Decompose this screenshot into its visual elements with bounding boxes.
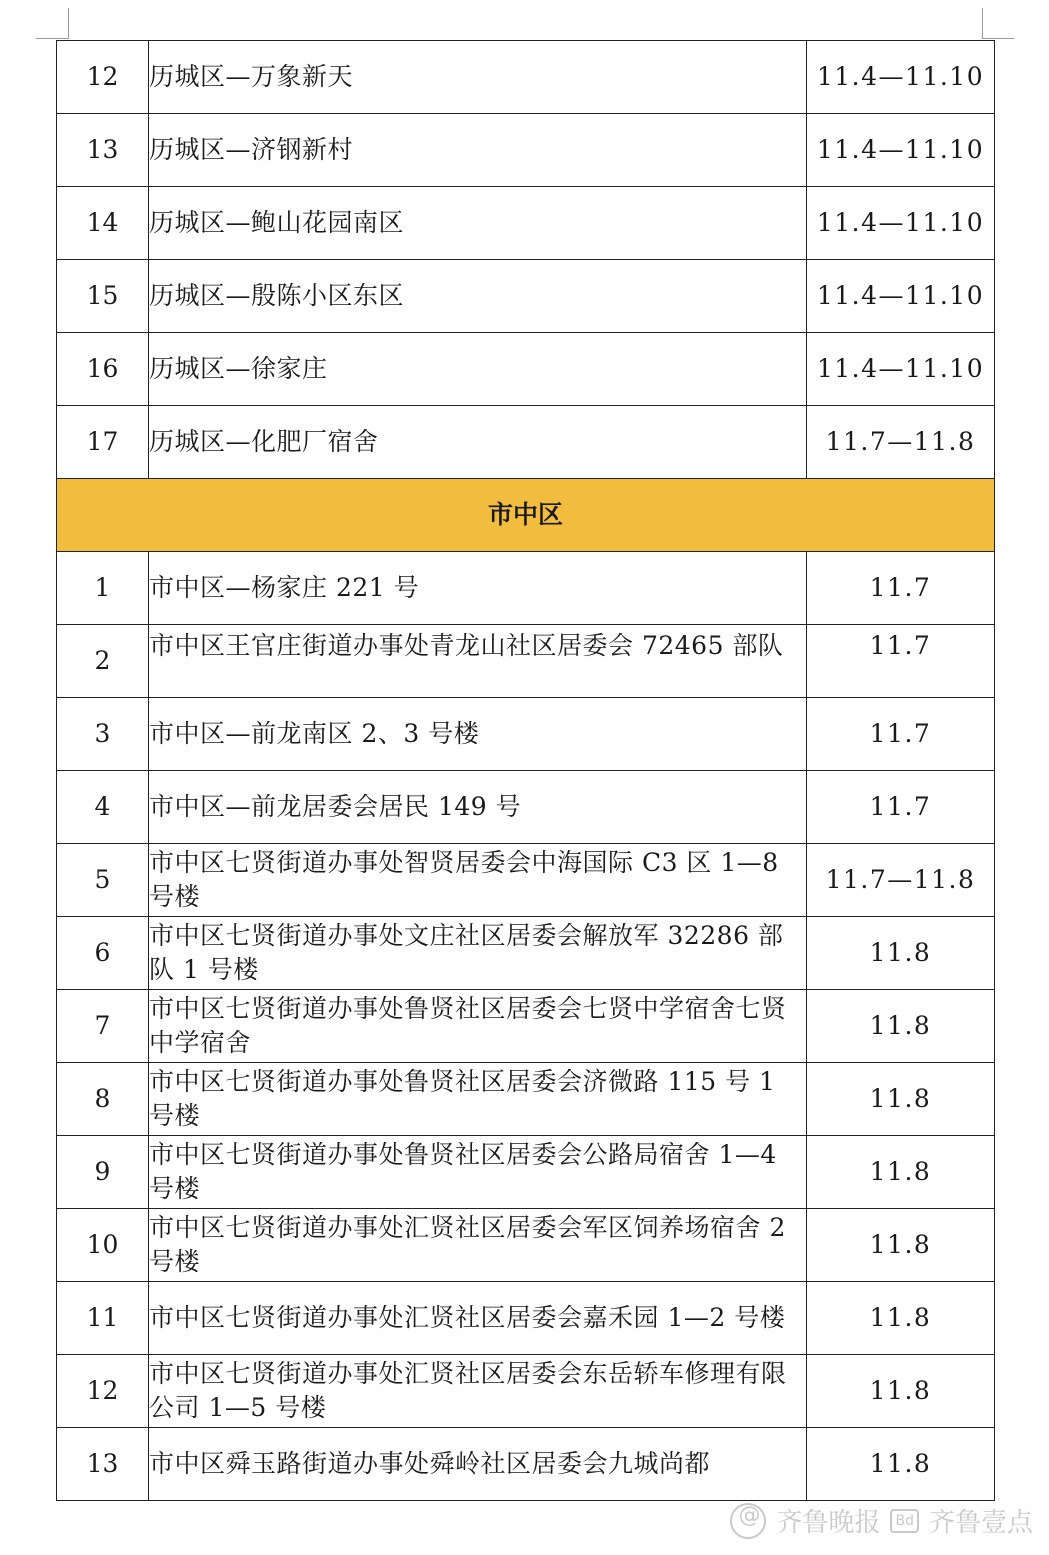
date-cell: 11.4—11.10 [807,41,995,114]
date-cell: 11.4—11.10 [807,260,995,333]
table-row [57,333,995,406]
date-cell: 11.8 [807,990,995,1063]
row-number: 12 [57,41,149,114]
crop-mark [982,38,1014,39]
section-title: 市中区 [57,479,995,552]
row-number: 3 [57,698,149,771]
location-cell: 市中区—杨家庄 221 号 [149,552,807,625]
location-cell: 市中区舜玉路街道办事处舜岭社区居委会九城尚都 [149,1428,807,1501]
watermark-source: 齐鲁晚报 [776,1508,881,1538]
district-section-header [57,479,995,552]
publisher-logo-icon [730,1503,766,1539]
location-cell: 市中区七贤街道办事处鲁贤社区居委会济微路 115 号 1 号楼 [149,1063,807,1136]
row-number: 16 [57,333,149,406]
location-cell: 市中区—前龙居委会居民 149 号 [149,771,807,844]
row-number: 5 [57,844,149,917]
row-number: 6 [57,917,149,990]
table-row [57,990,995,1063]
table-row [57,844,995,917]
location-cell: 历城区—殷陈小区东区 [149,260,807,333]
watermark-badge: Bd [890,1509,919,1533]
date-cell: 11.4—11.10 [807,333,995,406]
row-number: 17 [57,406,149,479]
table-row [57,552,995,625]
location-cell: 市中区七贤街道办事处智贤居委会中海国际 C3 区 1—8 号楼 [149,844,807,917]
table-row [57,771,995,844]
table-row [57,406,995,479]
table-row [57,1136,995,1209]
location-cell: 市中区七贤街道办事处文庄社区居委会解放军 32286 部队 1 号楼 [149,917,807,990]
date-cell: 11.7 [807,698,995,771]
table-row [57,625,995,698]
date-cell: 11.4—11.10 [807,114,995,187]
table-row [57,187,995,260]
row-number: 9 [57,1136,149,1209]
crop-mark [982,8,983,38]
row-number: 4 [57,771,149,844]
location-cell: 历城区—万象新天 [149,41,807,114]
watermark-app: 齐鲁壹点 [928,1508,1033,1538]
table-row [57,1063,995,1136]
closure-location-table [56,40,995,1501]
crop-mark [36,38,69,39]
table-row [57,1428,995,1501]
table-row [57,917,995,990]
table-row [57,260,995,333]
location-cell: 市中区七贤街道办事处汇贤社区居委会嘉禾园 1—2 号楼 [149,1282,807,1355]
table-row [57,698,995,771]
date-cell: 11.7—11.8 [807,844,995,917]
location-cell: 市中区七贤街道办事处鲁贤社区居委会七贤中学宿舍七贤中学宿舍 [149,990,807,1063]
location-cell: 历城区—鲍山花园南区 [149,187,807,260]
row-number: 7 [57,990,149,1063]
location-cell: 市中区七贤街道办事处汇贤社区居委会东岳轿车修理有限公司 1—5 号楼 [149,1355,807,1428]
row-number: 8 [57,1063,149,1136]
date-cell: 11.8 [807,1209,995,1282]
row-number: 10 [57,1209,149,1282]
row-number: 14 [57,187,149,260]
location-cell: 市中区七贤街道办事处鲁贤社区居委会公路局宿舍 1—4 号楼 [149,1136,807,1209]
location-cell: 历城区—济钢新村 [149,114,807,187]
table-row [57,1355,995,1428]
table-row [57,114,995,187]
publisher-watermark [730,1502,1033,1539]
row-number: 11 [57,1282,149,1355]
date-cell: 11.8 [807,917,995,990]
row-number: 12 [57,1355,149,1428]
date-cell: 11.4—11.10 [807,187,995,260]
location-cell: 市中区七贤街道办事处汇贤社区居委会军区饲养场宿舍 2 号楼 [149,1209,807,1282]
row-number: 13 [57,114,149,187]
date-cell: 11.7 [807,771,995,844]
date-cell: 11.7—11.8 [807,406,995,479]
row-number: 1 [57,552,149,625]
table-row [57,1209,995,1282]
date-cell: 11.8 [807,1282,995,1355]
row-number: 15 [57,260,149,333]
date-cell: 11.8 [807,1355,995,1428]
date-cell: 11.8 [807,1428,995,1501]
location-cell: 历城区—徐家庄 [149,333,807,406]
row-number: 13 [57,1428,149,1501]
date-cell: 11.8 [807,1063,995,1136]
date-cell: 11.7 [807,625,995,698]
table-row [57,1282,995,1355]
location-cell: 市中区王官庄街道办事处青龙山社区居委会 72465 部队 [149,625,807,698]
date-cell: 11.8 [807,1136,995,1209]
row-number: 2 [57,625,149,698]
date-cell: 11.7 [807,552,995,625]
crop-mark [68,8,69,38]
location-cell: 历城区—化肥厂宿舍 [149,406,807,479]
table-row [57,41,995,114]
location-cell: 市中区—前龙南区 2、3 号楼 [149,698,807,771]
